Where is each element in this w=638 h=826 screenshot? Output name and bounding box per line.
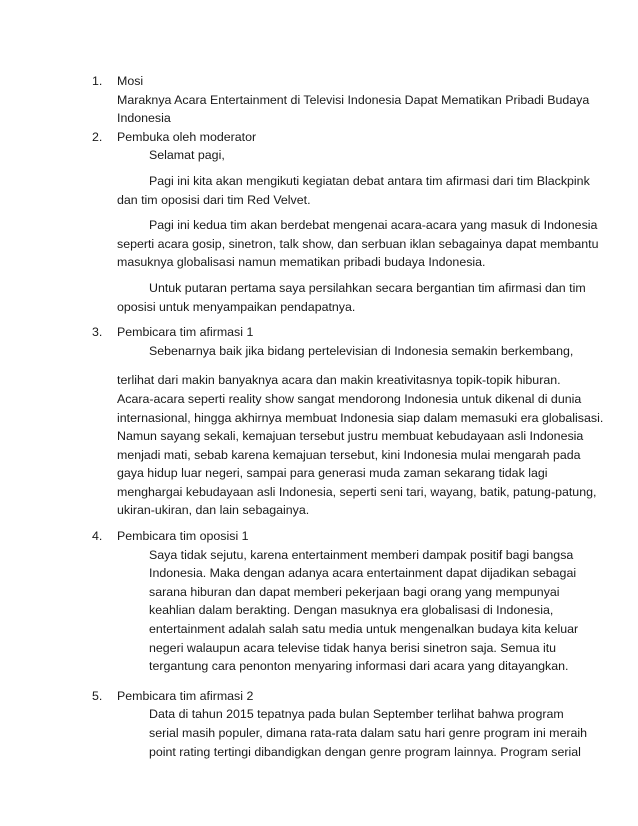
text-line: terlihat dari makin banyaknya acara dan makin kreativitasnya topik-topik hiburan. — [117, 373, 561, 388]
text-line: Data di tahun 2015 tepatnya pada bulan September terlihat bahwa program — [149, 707, 564, 722]
text-line: gaya hidup luar negeri, sampai para generasi muda zaman sekarang tidak lagi — [117, 466, 548, 481]
item-heading: Pembicara tim afirmasi 1 — [117, 325, 254, 340]
list-number: 1. — [92, 74, 103, 88]
text-line: seperti acara gosip, sinetron, talk show, dan serbuan iklan sebagainya dapat membantu — [117, 236, 599, 251]
text-line: negeri walaupun acara televise tidak hanya berisi sinetron saja. Semua itu — [149, 640, 557, 655]
text-line: entertainment adalah salah satu media untuk mengenalkan budaya kita keluar — [149, 622, 579, 637]
list-item-mosi — [0, 72, 638, 128]
item-heading: Pembicara tim afirmasi 2 — [117, 688, 254, 703]
document-body — [0, 72, 638, 761]
text-line: Indonesia — [117, 111, 171, 126]
text-line: Acara-acara seperti reality show sangat mendorong Indonesia untuk dikenal di dunia — [117, 391, 582, 406]
text-line: internasional, hingga akhirnya membuat Indonesia siap dalam memasuki era globalisasi. — [117, 410, 604, 425]
item-heading: Pembicara tim oposisi 1 — [117, 529, 249, 544]
text-line: ukiran-ukiran, dan lain sebagainya. — [117, 503, 310, 518]
text-line: masuknya globalisasi namun mematikan pribadi budaya Indonesia. — [117, 255, 486, 270]
item-heading: Pembuka oleh moderator — [117, 129, 257, 144]
text-line: Saya tidak sejutu, karena entertainment memberi dampak positif bagi bangsa — [149, 547, 574, 562]
list-item-afirmasi-1 — [0, 323, 638, 520]
indented-block — [117, 546, 579, 676]
indented-block — [117, 705, 588, 761]
text-line: dan tim oposisi dari tim Red Velvet. — [117, 192, 311, 207]
greeting-line: Selamat pagi, — [149, 148, 225, 163]
list-item-moderator — [0, 128, 638, 316]
text-line: Indonesia. Maka dengan adanya acara entertainment dapat dijadikan sebagai — [149, 566, 577, 581]
text-line: keahlian dalam berakting. Dengan masuknya era globalisasi di Indonesia, — [149, 603, 554, 618]
text-line: oposisi untuk menyampaikan pendapatnya. — [117, 299, 356, 314]
list-number: 4. — [92, 529, 103, 544]
text-line: Maraknya Acara Entertainment di Televisi Indonesia Dapat Mematikan Pribadi Budaya — [117, 92, 590, 107]
text-line: Untuk putaran pertama saya persilahkan secara bergantian tim afirmasi dan tim — [149, 280, 586, 295]
text-line: Namun sayang sekali, kemajuan tersebut justru membuat kebudayaan asli Indonesia — [117, 429, 584, 444]
text-line: Pagi ini kita akan mengikuti kegiatan debat antara tim afirmasi dari tim Blackpink — [149, 173, 590, 188]
list-number: 5. — [92, 688, 103, 703]
list-number: 3. — [92, 325, 103, 340]
text-line: Sebenarnya baik jika bidang pertelevisian di Indonesia semakin berkembang, — [149, 343, 574, 358]
item-heading: Mosi — [117, 74, 144, 88]
text-line: menjadi mati, sebab karena kemajuan tersebut, kini Indonesia mulai mengarah pada — [117, 447, 581, 462]
text-line: tergantung cara penonton menyaring informasi dari acara yang ditayangkan. — [149, 659, 569, 674]
text-line: sarana hiburan dan dapat memberi pekerjaan bagi orang yang mempunyai — [149, 584, 560, 599]
list-item-afirmasi-2 — [0, 687, 638, 761]
text-line: point rating tertingi dibandigkan dengan genre program lainnya. Program serial — [149, 744, 581, 759]
text-line: menghargai kebudayaan asli Indonesia, seperti seni tari, wayang, batik, patung-patung, — [117, 484, 597, 499]
text-line: serial masih populer, dimana rata-rata dalam satu hari genre program ini meraih — [149, 726, 588, 740]
list-number: 2. — [92, 129, 103, 144]
list-item-oposisi-1 — [0, 527, 638, 676]
text-line: Pagi ini kedua tim akan berdebat mengenai acara-acara yang masuk di Indonesia — [149, 218, 598, 233]
